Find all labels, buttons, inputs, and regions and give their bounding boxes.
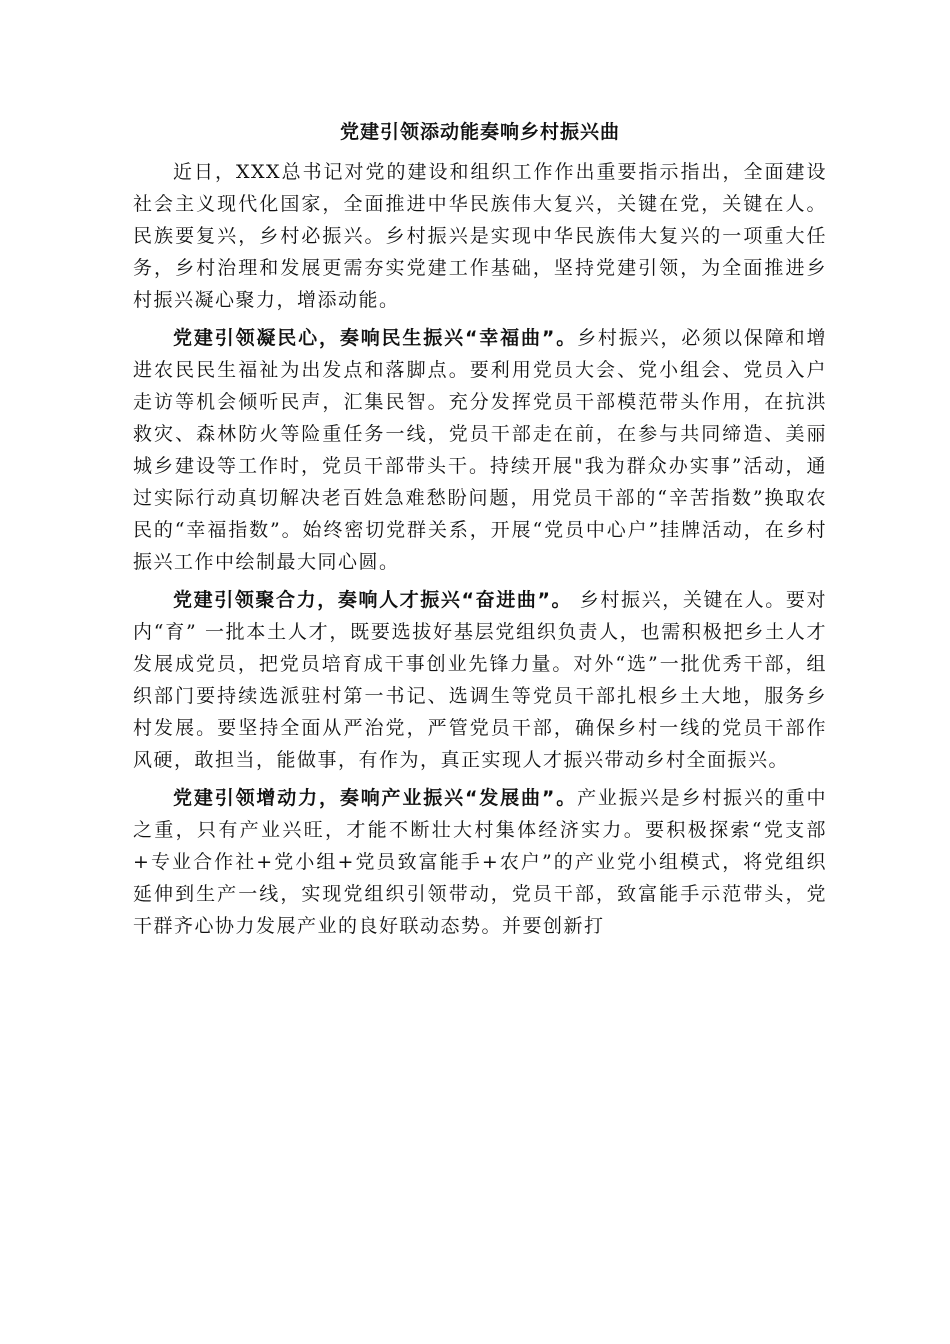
paragraph-intro <box>133 156 827 316</box>
paragraph-body: 乡村振兴，关键在人。要对内“育” 一批本土人才，既要选拔好基层党组织负责人，也需积极把乡土人才发展成党员，把党员培育成干事创业先锋力量。对外“选”一批优秀干部，组织部门要持续选派驻村第一书记、选调生等党员干部扎根乡土大地，服务乡村发展。要坚持全面从严治党，严管党员干部，确保乡村一线的党员干部作风硬，敢担当，能做事，有作为，真正实现人才振兴带动乡村全面振兴。 <box>133 589 827 771</box>
paragraph-body: 乡村振兴，必须以保障和增进农民民生福祉为出发点和落脚点。要利用党员大会、党小组会、党员入户走访等机会倾听民声，汇集民智。充分发挥党员干部模范带头作用，在抗洪救灾、森林防火等险重任务一线，党员干部走在前，在参与共同缔造、美丽城乡建设等工作时，党员干部带头干。持续开展"我为群众办实事”活动，通过实际行动真切解决老百姓急难愁盼问题，用党员干部的“辛苦指数”换取农民的“幸福指数”。始终密切党群关系，开展“党员中心户”挂牌活动，在乡村振兴工作中绘制最大同心圆。 <box>133 327 827 573</box>
paragraph-lead: 党建引领聚合力，奏响人才振兴“奋进曲”。 <box>173 589 573 611</box>
paragraph-talent <box>133 584 827 776</box>
paragraph-livelihood <box>133 322 827 578</box>
document-title: 党建引领添动能奏响乡村振兴曲 <box>339 121 620 143</box>
paragraph-body: 近日，XXX总书记对党的建设和组织工作作出重要指示指出，全面建设社会主义现代化国家，全面推进中华民族伟大复兴，关键在党，关键在人。民族要复兴，乡村必振兴。乡村振兴是实现中华民族伟大复兴的一项重大任务，乡村治理和发展更需夯实党建工作基础，坚持党建引领，为全面推进乡村振兴凝心聚力，增添动能。 <box>133 161 827 311</box>
document-page <box>133 108 827 942</box>
paragraph-body: 产业振兴是乡村振兴的重中之重，只有产业兴旺，才能不断壮大村集体经济实力。要积极探索“党支部+专业合作社+党小组+党员致富能手+农户”的产业党小组模式，将党组织延伸到生产一线，实现党组织引领带动，党员干部，致富能手示范带头，党干群齐心协力发展产业的良好联动态势。并要创新打 <box>133 787 827 937</box>
paragraph-lead: 党建引领增动力，奏响产业振兴“发展曲”。 <box>173 787 578 809</box>
paragraph-lead: 党建引领凝民心，奏响民生振兴“幸福曲”。 <box>173 327 578 349</box>
paragraph-industry <box>133 782 827 942</box>
